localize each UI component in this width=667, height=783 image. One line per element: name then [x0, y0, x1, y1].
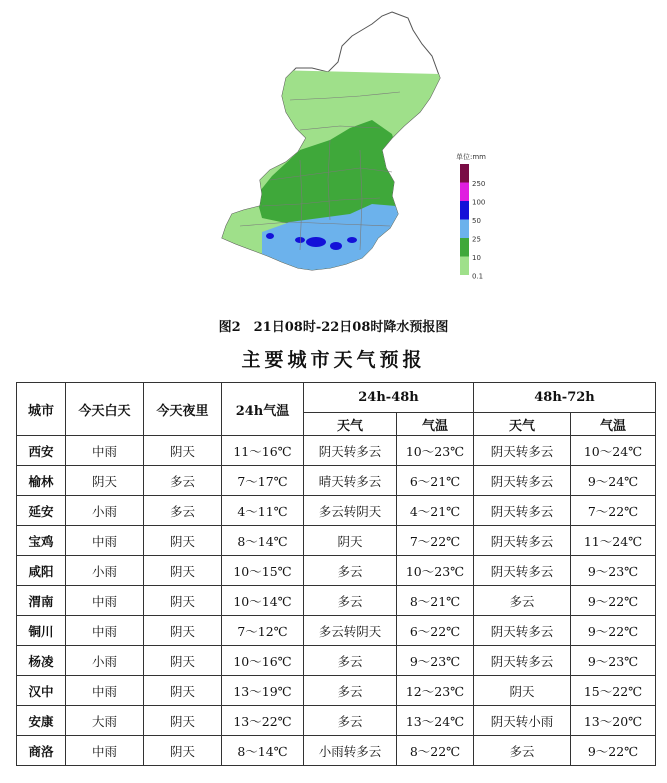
temp24-cell: 10～15℃	[222, 556, 304, 586]
legend-swatch	[460, 220, 469, 239]
weather48-cell: 多云	[304, 706, 397, 736]
day-weather-cell: 中雨	[66, 586, 144, 616]
table-row	[17, 496, 656, 526]
temp48-cell: 7～22℃	[397, 526, 474, 556]
night-weather-cell: 多云	[144, 466, 222, 496]
rain-zone-dark-blue	[266, 233, 274, 239]
temp24-cell: 7～17℃	[222, 466, 304, 496]
day-weather-cell: 小雨	[66, 646, 144, 676]
weather72-cell: 阴天转小雨	[474, 706, 571, 736]
night-weather-cell: 阴天	[144, 646, 222, 676]
header-temp72: 气温	[571, 413, 656, 436]
weather72-cell: 阴天	[474, 676, 571, 706]
legend-swatch	[460, 257, 469, 276]
temp72-cell: 9～22℃	[571, 586, 656, 616]
header-weather72: 天气	[474, 413, 571, 436]
legend-label: 25	[472, 235, 481, 244]
weather72-cell: 阴天转多云	[474, 556, 571, 586]
weather48-cell: 晴天转多云	[304, 466, 397, 496]
table-row	[17, 556, 656, 586]
night-weather-cell: 阴天	[144, 436, 222, 466]
city-cell: 渭南	[17, 586, 66, 616]
city-cell: 商洛	[17, 736, 66, 766]
day-weather-cell: 小雨	[66, 496, 144, 526]
temp72-cell: 11～24℃	[571, 526, 656, 556]
legend	[460, 164, 485, 281]
weather72-cell: 阴天转多云	[474, 646, 571, 676]
temp72-cell: 9～22℃	[571, 736, 656, 766]
day-weather-cell: 中雨	[66, 436, 144, 466]
city-cell: 西安	[17, 436, 66, 466]
legend-label: 50	[472, 217, 481, 225]
weather48-cell: 阴天转多云	[304, 436, 397, 466]
table-row	[17, 676, 656, 706]
day-weather-cell: 中雨	[66, 526, 144, 556]
temp72-cell: 7～22℃	[571, 496, 656, 526]
table-row	[17, 466, 656, 496]
temp48-cell: 6～21℃	[397, 466, 474, 496]
night-weather-cell: 阴天	[144, 616, 222, 646]
day-weather-cell: 大雨	[66, 706, 144, 736]
temp48-cell: 8～21℃	[397, 586, 474, 616]
city-cell: 延安	[17, 496, 66, 526]
table-row	[17, 646, 656, 676]
night-weather-cell: 阴天	[144, 706, 222, 736]
header-night: 今天夜里	[144, 383, 222, 436]
night-weather-cell: 多云	[144, 496, 222, 526]
night-weather-cell: 阴天	[144, 736, 222, 766]
temp24-cell: 11～16℃	[222, 436, 304, 466]
weather72-cell: 阴天转多云	[474, 526, 571, 556]
city-cell: 安康	[17, 706, 66, 736]
weather48-cell: 小雨转多云	[304, 736, 397, 766]
weather48-cell: 多云	[304, 556, 397, 586]
day-weather-cell: 中雨	[66, 676, 144, 706]
table-row	[17, 736, 656, 766]
rain-zone-dark-blue	[295, 237, 305, 243]
city-cell: 汉中	[17, 676, 66, 706]
weather48-cell: 多云	[304, 646, 397, 676]
temp72-cell: 10～24℃	[571, 436, 656, 466]
weather72-cell: 阴天转多云	[474, 466, 571, 496]
table-row	[17, 586, 656, 616]
weather72-cell: 阴天转多云	[474, 496, 571, 526]
temp24-cell: 10～16℃	[222, 646, 304, 676]
city-cell: 咸阳	[17, 556, 66, 586]
night-weather-cell: 阴天	[144, 526, 222, 556]
day-weather-cell: 阴天	[66, 466, 144, 496]
header-day: 今天白天	[66, 383, 144, 436]
temp24-cell: 8～14℃	[222, 526, 304, 556]
temp24-cell: 13～19℃	[222, 676, 304, 706]
day-weather-cell: 中雨	[66, 616, 144, 646]
weather72-cell: 多云	[474, 586, 571, 616]
temp72-cell: 9～23℃	[571, 646, 656, 676]
rain-zone-dark-blue	[330, 242, 342, 250]
night-weather-cell: 阴天	[144, 556, 222, 586]
weather72-cell: 阴天转多云	[474, 436, 571, 466]
temp24-cell: 7～12℃	[222, 616, 304, 646]
legend-label: 250	[472, 180, 486, 188]
temp24-cell: 10～14℃	[222, 586, 304, 616]
temp72-cell: 9～23℃	[571, 556, 656, 586]
weather48-cell: 阴天	[304, 526, 397, 556]
precipitation-map	[0, 0, 667, 320]
city-cell: 铜川	[17, 616, 66, 646]
temp48-cell: 8～22℃	[397, 736, 474, 766]
header-temp48: 气温	[397, 413, 474, 436]
table-title: 主要城市天气预报	[241, 349, 426, 371]
city-cell: 宝鸡	[17, 526, 66, 556]
table-row	[17, 526, 656, 556]
header-weather48: 天气	[304, 413, 397, 436]
weather72-cell: 阴天转多云	[474, 616, 571, 646]
temp48-cell: 10～23℃	[397, 436, 474, 466]
night-weather-cell: 阴天	[144, 586, 222, 616]
city-cell: 杨凌	[17, 646, 66, 676]
legend-swatch	[460, 201, 469, 220]
weather48-cell: 多云转阴天	[304, 496, 397, 526]
temp48-cell: 13～24℃	[397, 706, 474, 736]
map-caption: 图2 21日08时-22日08时降水预报图	[218, 320, 449, 335]
weather48-cell: 多云	[304, 676, 397, 706]
temp48-cell: 4～21℃	[397, 496, 474, 526]
temp72-cell: 13～20℃	[571, 706, 656, 736]
weather48-cell: 多云转阴天	[304, 616, 397, 646]
night-weather-cell: 阴天	[144, 676, 222, 706]
temp72-cell: 9～24℃	[571, 466, 656, 496]
city-forecast-table	[16, 382, 656, 766]
temp48-cell: 12～23℃	[397, 676, 474, 706]
header-city: 城市	[17, 383, 66, 436]
legend-label: 100	[472, 198, 486, 207]
rain-zone-dark-blue	[347, 237, 357, 243]
weather48-cell: 多云	[304, 586, 397, 616]
rain-zone-dark-blue	[306, 237, 326, 247]
legend-swatch	[460, 183, 469, 202]
city-cell: 榆林	[17, 466, 66, 496]
temp48-cell: 9～23℃	[397, 646, 474, 676]
temp48-cell: 6～22℃	[397, 616, 474, 646]
header-group48: 24h-48h	[304, 383, 474, 413]
temp72-cell: 9～22℃	[571, 616, 656, 646]
day-weather-cell: 中雨	[66, 736, 144, 766]
temp24-cell: 4～11℃	[222, 496, 304, 526]
weather72-cell: 多云	[474, 736, 571, 766]
temp48-cell: 10～23℃	[397, 556, 474, 586]
table-row	[17, 616, 656, 646]
legend-swatch	[460, 238, 469, 257]
temp24-cell: 13～22℃	[222, 706, 304, 736]
legend-label: 10	[472, 254, 481, 262]
legend-swatch	[460, 164, 469, 183]
table-row	[17, 706, 656, 736]
header-group72: 48h-72h	[474, 383, 656, 413]
table-row	[17, 436, 656, 466]
header-temp24: 24h气温	[222, 383, 304, 436]
day-weather-cell: 小雨	[66, 556, 144, 586]
map-svg	[0, 0, 667, 320]
legend-title: 单位:mm	[456, 153, 486, 161]
temp24-cell: 8～14℃	[222, 736, 304, 766]
temp72-cell: 15～22℃	[571, 676, 656, 706]
legend-label: 0.1	[472, 272, 484, 281]
